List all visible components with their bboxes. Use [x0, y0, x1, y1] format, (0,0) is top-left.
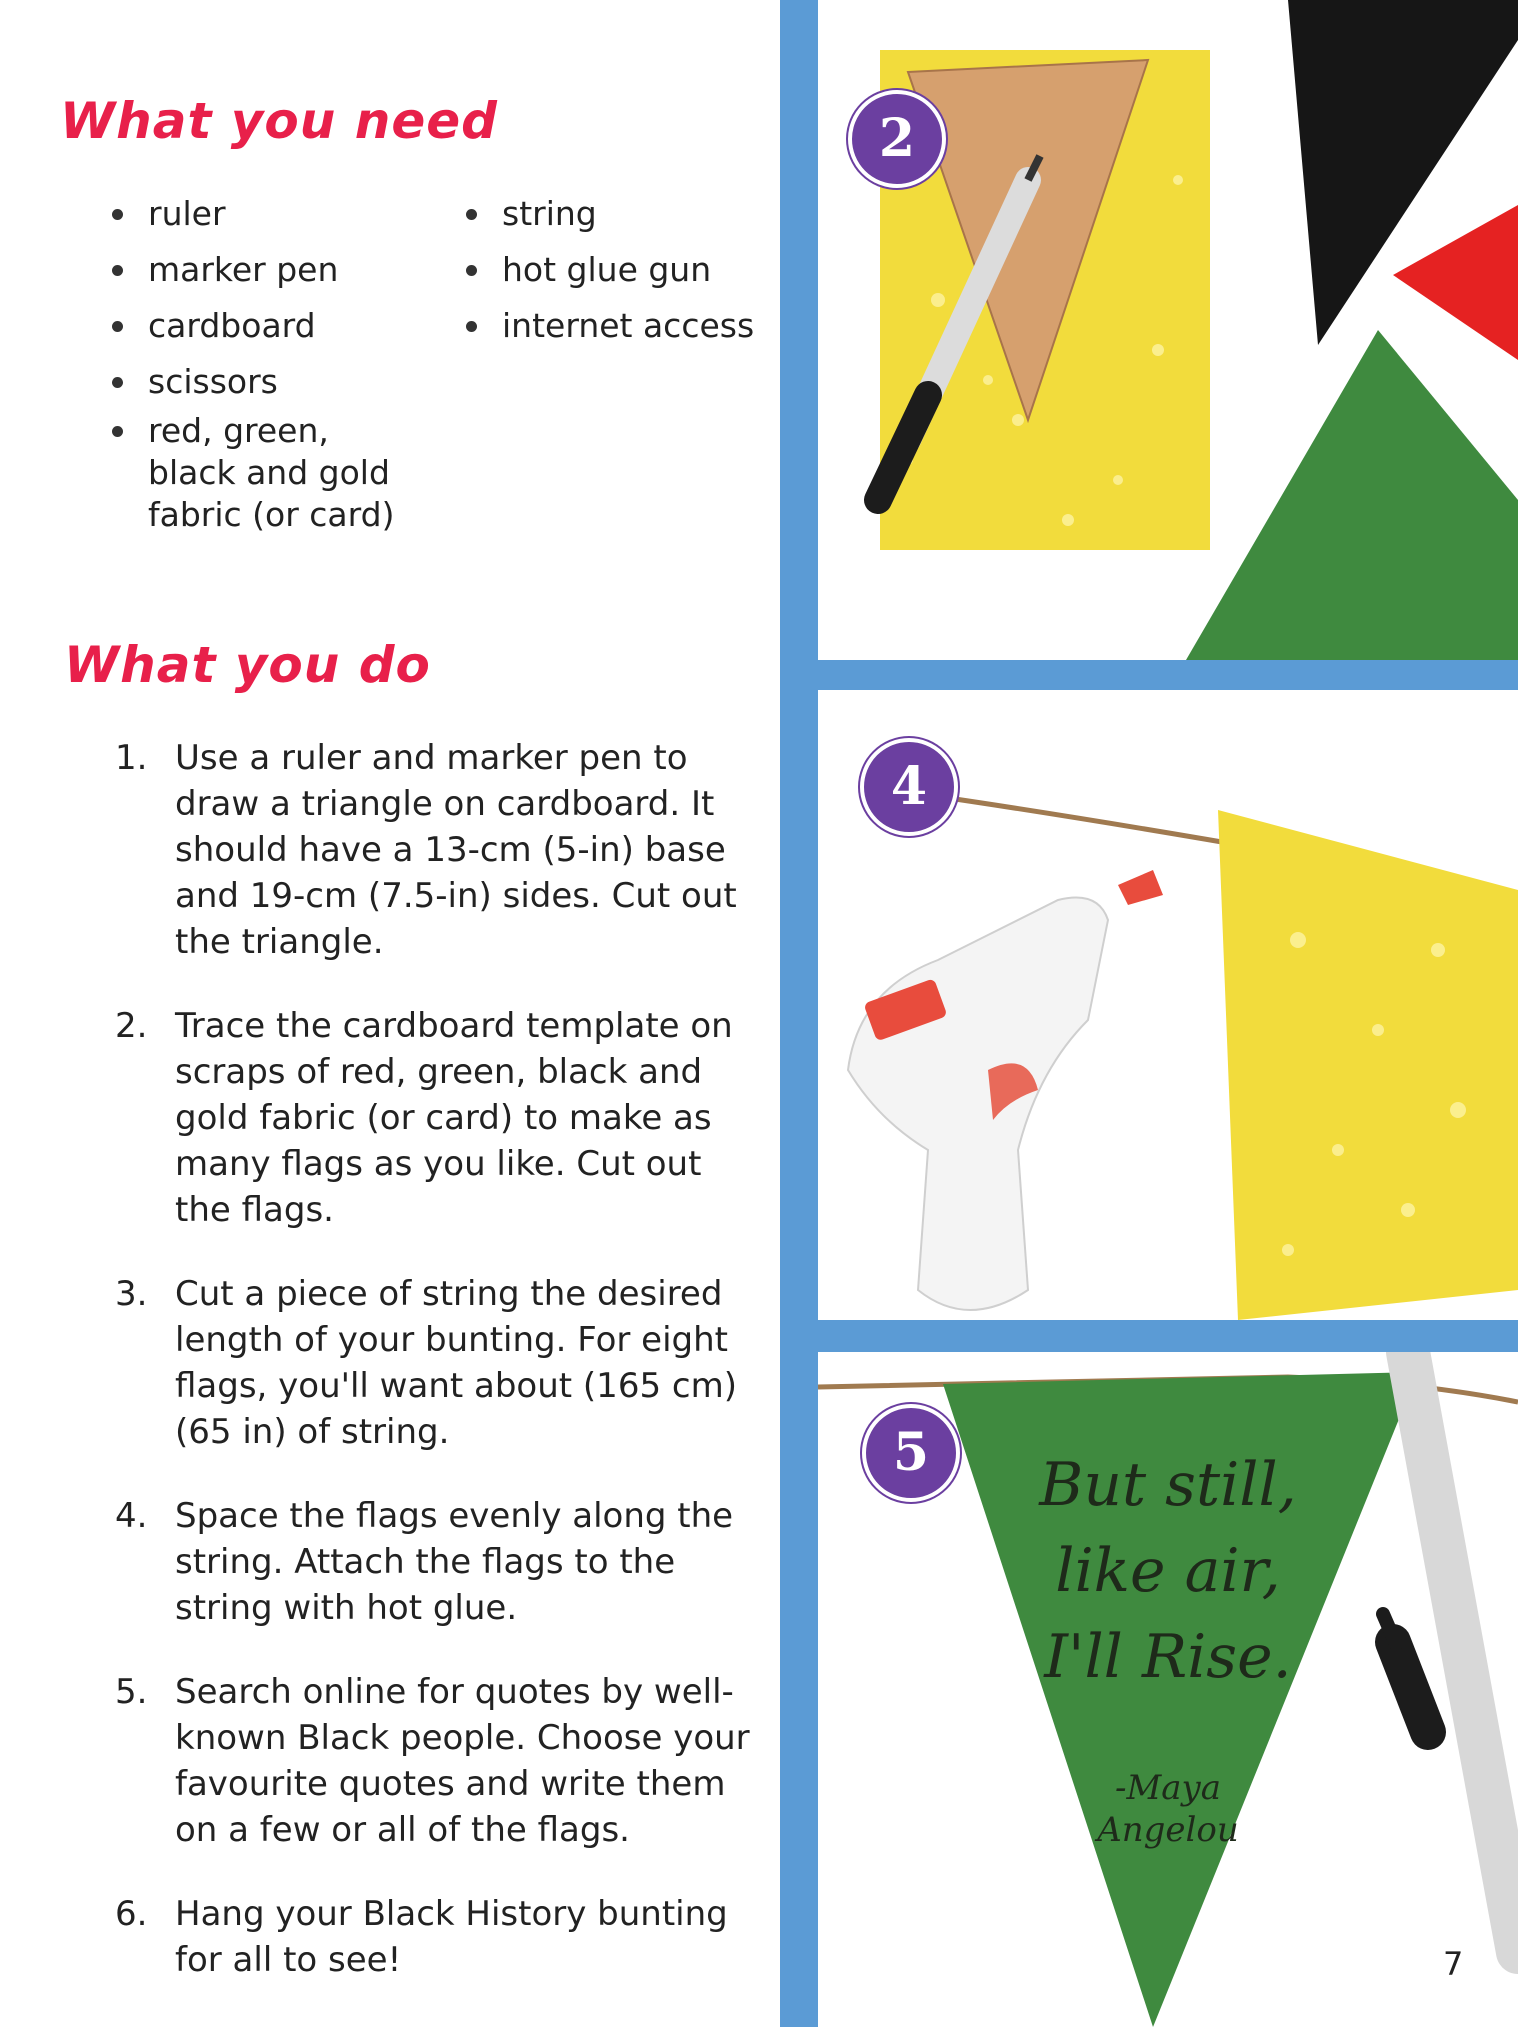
step-2-badge: 2: [848, 90, 946, 188]
bullet-icon: [466, 265, 477, 276]
list-item: cardboard: [112, 298, 442, 354]
list-item: internet access: [466, 298, 786, 354]
bullet-icon: [112, 265, 123, 276]
materials-list-col1: [112, 186, 442, 536]
bullet-icon: [466, 321, 477, 332]
step-item: 4. Space the flags evenly along the string. Attach the flags to the string with hot glue.: [115, 1496, 734, 1628]
page-number: 7: [1443, 1945, 1464, 1983]
list-item: hot glue gun: [466, 242, 786, 298]
green-flag: [1186, 330, 1518, 660]
yellow-flag: [1218, 810, 1518, 1320]
list-item: [112, 403, 442, 536]
fabric-item-text: red, green, black and gold fabric (or card): [148, 411, 395, 534]
red-flag: [1393, 205, 1518, 360]
step-item: 6. Hang your Black History bunting for all to see!: [115, 1894, 728, 1980]
handwritten-quote: But still, like air, I'll Rise.: [1039, 1450, 1297, 1692]
what-you-do-heading: What you do: [64, 636, 431, 694]
bullet-icon: [112, 321, 123, 332]
bullet-icon: [112, 377, 123, 388]
step-5-badge: 5: [862, 1404, 960, 1502]
step-item: 1. Use a ruler and marker pen to draw a triangle on cardboard. It should have a 13-cm (5-in) base and 19-cm (7.5-in) sides. Cut out the triangle.: [115, 738, 737, 962]
list-item: string: [466, 186, 786, 242]
step-4-badge: 4: [860, 738, 958, 836]
bullet-icon: [112, 426, 123, 437]
list-item: scissors: [112, 354, 442, 410]
marker-pen-icon: [1383, 1352, 1518, 1952]
list-item: marker pen: [112, 242, 442, 298]
bullet-icon: [112, 209, 123, 220]
step-item: 3. Cut a piece of string the desired length of your bunting. For eight flags, you'll want about (165 cm) (65 in) of string.: [115, 1274, 737, 1452]
hot-glue-gun-icon: [848, 870, 1163, 1310]
materials-list-col2: [466, 186, 786, 354]
quote-author: -Maya Angelou: [1097, 1768, 1239, 1850]
list-item: ruler: [112, 186, 442, 242]
what-you-need-heading: What you need: [60, 92, 498, 150]
step-item: 2. Trace the cardboard template on scraps of red, green, black and gold fabric (or card) to make as many flags as you like. Cut out the flags.: [115, 1006, 733, 1230]
bullet-icon: [466, 209, 477, 220]
step-item: 5. Search online for quotes by well-known Black people. Choose your favourite quotes and write them on a few or all of the flags.: [115, 1672, 750, 1850]
instructions-list: [115, 735, 765, 2021]
